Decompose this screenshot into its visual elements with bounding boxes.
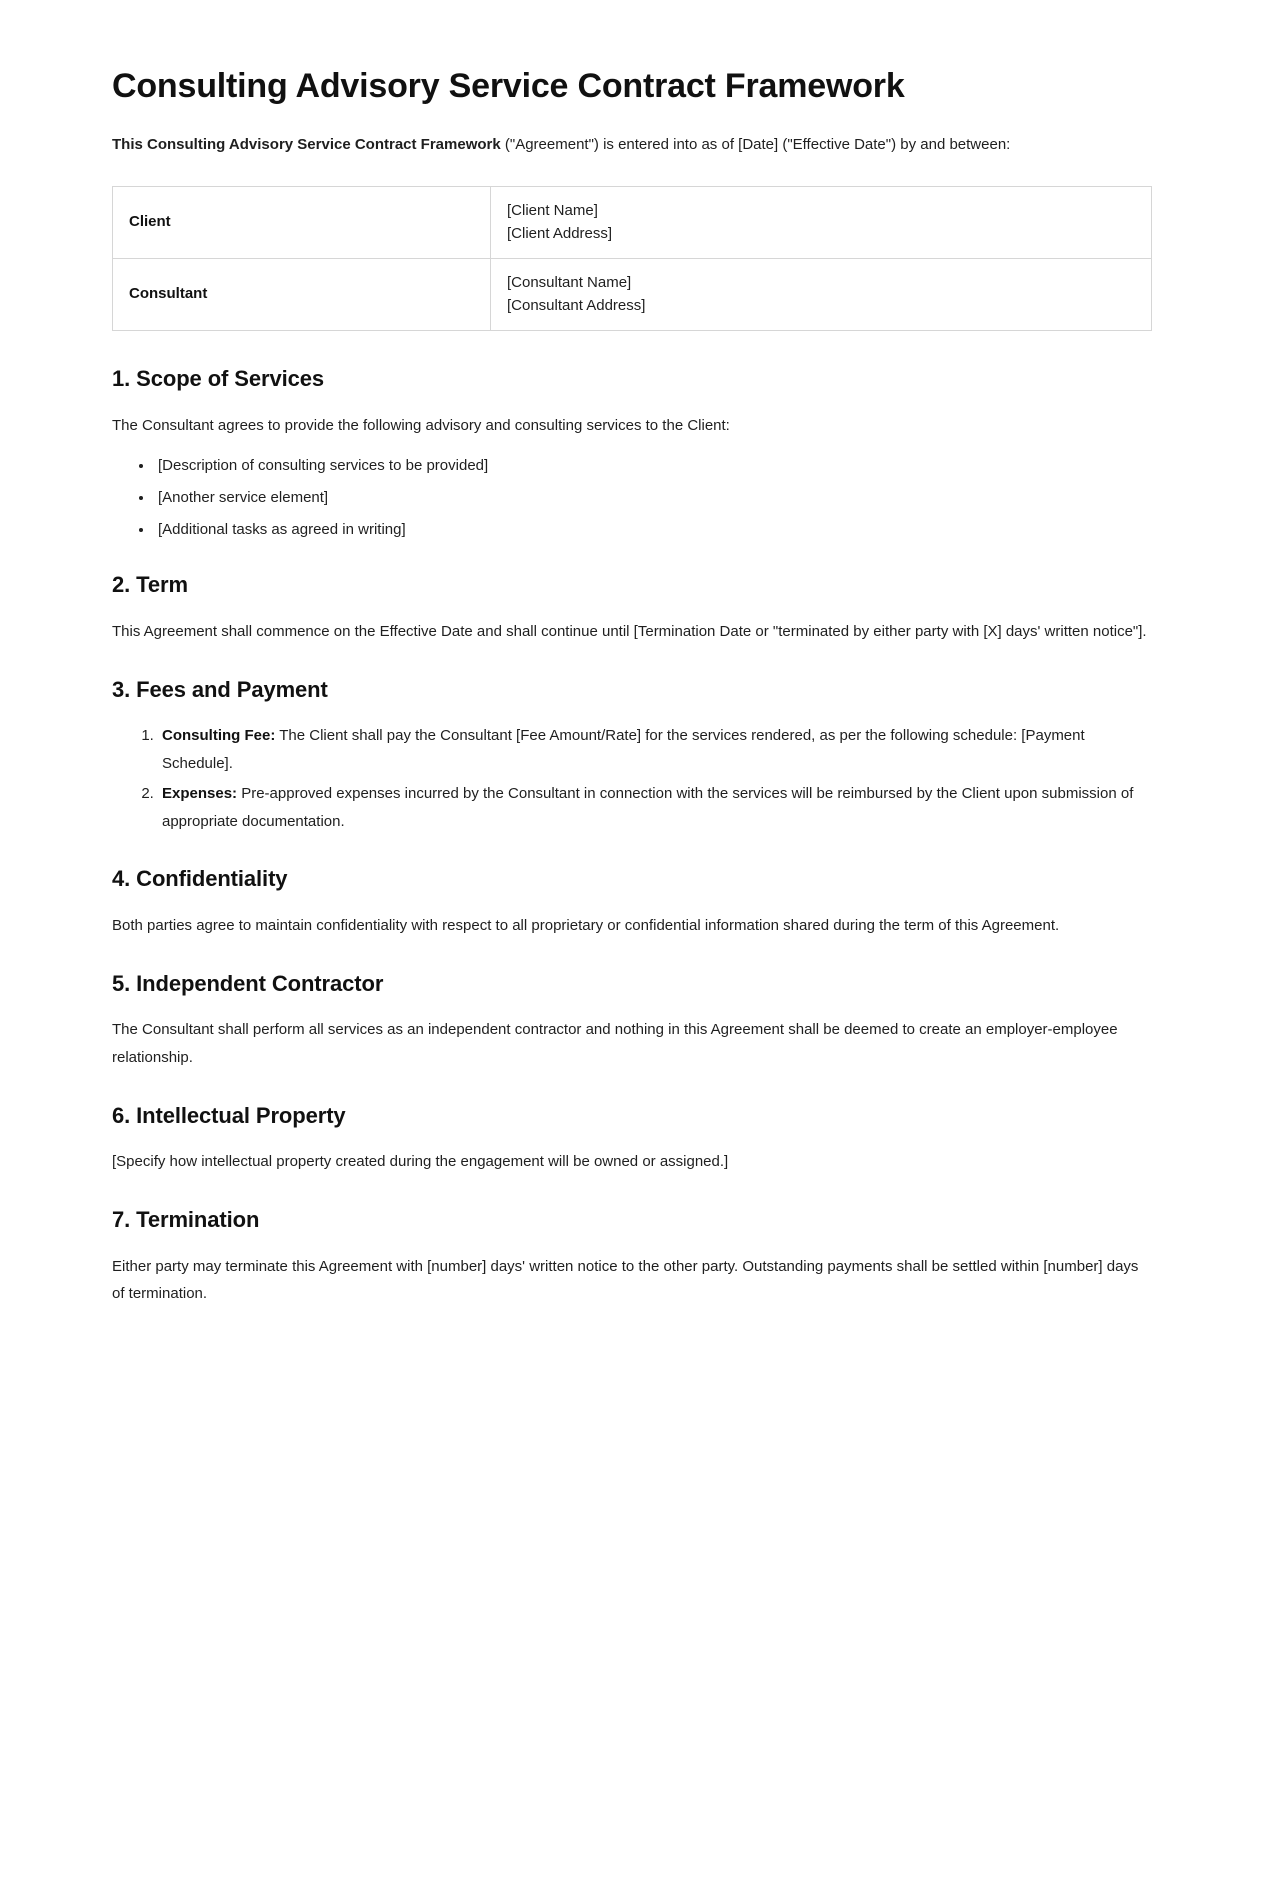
section-heading: 3. Fees and Payment xyxy=(112,676,328,702)
list-item-text: Pre-approved expenses incurred by the Consultant in connection with the services will be reimbursed by the Client upon submission of appropriate documentation. xyxy=(162,784,1134,830)
party-label-client: Client xyxy=(113,187,491,259)
intro-bold-lead: This Consulting Advisory Service Contract Framework xyxy=(112,136,501,154)
section-paragraph: Both parties agree to maintain confidentiality with respect to all proprietary or confidential information shared during the term of this Agreement. xyxy=(112,916,1060,934)
section-heading: 1. Scope of Services xyxy=(112,366,324,392)
list-item xyxy=(158,722,1152,778)
scope-bullet-list xyxy=(112,454,1152,542)
section-scope-of-services xyxy=(112,365,1152,541)
section-paragraph: Either party may terminate this Agreement with [number] days' written notice to the other party. Outstanding payments shall be settled within [number] days of termination. xyxy=(112,1257,1139,1303)
page-title: Consulting Advisory Service Contract Framework xyxy=(112,67,905,105)
section-paragraph: This Agreement shall commence on the Effective Date and shall continue until [Termination Date or "terminated by either party with [X] days' written notice"]. xyxy=(112,622,1147,640)
list-item-lead: Consulting Fee: xyxy=(162,727,276,745)
section-heading: 6. Intellectual Property xyxy=(112,1102,346,1128)
consultant-name-placeholder: [Consultant Name] xyxy=(507,274,632,292)
section-paragraph: The Consultant shall perform all services as an independent contractor and nothing in this Agreement shall be deemed to create an employer-employee relationship. xyxy=(112,1021,1118,1066)
party-value-client xyxy=(491,187,1152,259)
document-body xyxy=(112,66,1152,1308)
section-heading: 2. Term xyxy=(112,572,188,598)
section-heading: 7. Termination xyxy=(112,1207,260,1233)
list-item: • [Description of consulting services to be provided] xyxy=(154,454,1152,477)
party-label-consultant: Consultant xyxy=(113,259,491,331)
consultant-address-placeholder: [Consultant Address] xyxy=(507,296,646,314)
list-item-lead: Expenses: xyxy=(162,784,238,802)
section-confidentiality xyxy=(112,865,1152,939)
section-fees-and-payment xyxy=(112,676,1152,836)
list-item: • [Additional tasks as agreed in writing] xyxy=(154,518,1152,541)
section-termination xyxy=(112,1206,1152,1308)
section-independent-contractor xyxy=(112,970,1152,1072)
party-value-consultant xyxy=(491,259,1152,331)
fees-numbered-list xyxy=(112,722,1152,835)
section-paragraph: The Consultant agrees to provide the following advisory and consulting services to the Client: xyxy=(112,416,730,434)
section-heading: 5. Independent Contractor xyxy=(112,970,384,996)
table-row xyxy=(113,259,1152,331)
client-name-placeholder: [Client Name] xyxy=(507,202,598,220)
section-term xyxy=(112,571,1152,645)
parties-table xyxy=(112,186,1152,331)
section-intellectual-property xyxy=(112,1102,1152,1176)
client-address-placeholder: [Client Address] xyxy=(507,224,613,242)
list-item xyxy=(158,780,1152,836)
intro-paragraph xyxy=(112,133,1152,158)
section-heading: 4. Confidentiality xyxy=(112,866,288,892)
section-paragraph: [Specify how intellectual property created during the engagement will be owned or assigned.] xyxy=(112,1153,729,1171)
list-item: • [Another service element] xyxy=(154,486,1152,509)
table-row xyxy=(113,187,1152,259)
intro-rest: ("Agreement") is entered into as of [Date] ("Effective Date") by and between: xyxy=(500,136,1011,154)
list-item-text: The Client shall pay the Consultant [Fee Amount/Rate] for the services rendered, as per the following schedule: [Payment Schedule]. xyxy=(162,727,1085,772)
